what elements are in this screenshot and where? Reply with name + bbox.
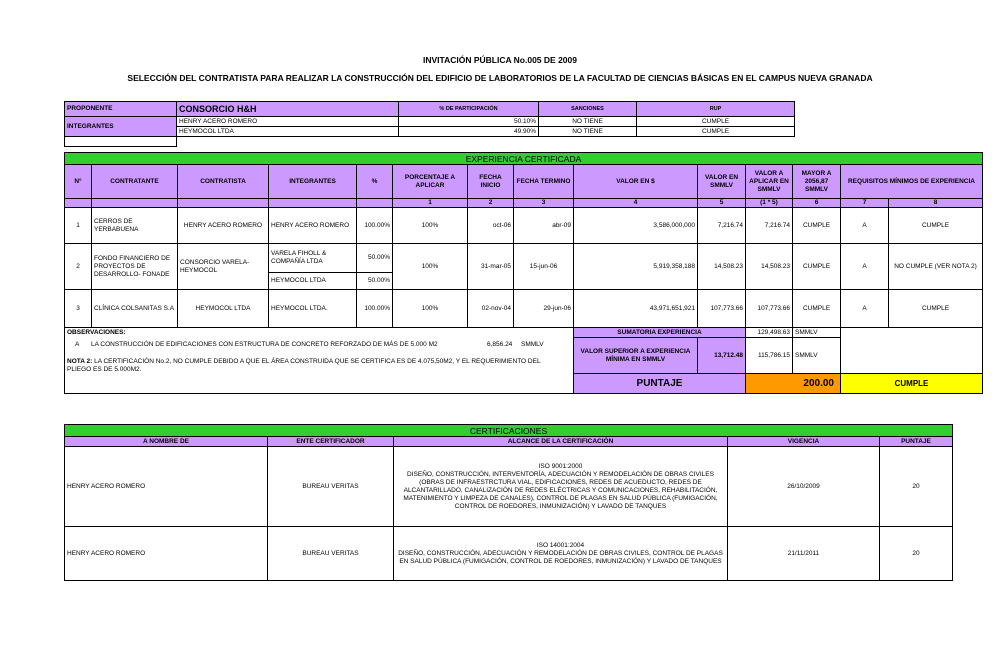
experience-section-title: EXPERIENCIA CERTIFICADA — [65, 153, 983, 165]
sum-value: 129,498.63 — [746, 328, 793, 338]
sanctions-header: SANCIONES — [539, 102, 637, 117]
cert-iso: ISO 9001:2000 — [538, 462, 583, 470]
note2-label: NOTA 2: — [67, 357, 93, 365]
table-row: HENRY ACERO ROMERO BUREAU VERITAS ISO 14001:2004 DISEÑO, CONSTRUCCIÓN, ADECUACIÓN Y REMODELACIÓN DE OBRAS CIVILES, CONTROL DE PLAGAS EN SALUD PÚBLICA (FUMIGACIÓN, CONTROL DE ROEDORES, INMUNIZACIÓN) Y LAVADO DE TANQUES 21/11/2011 20 — [65, 527, 953, 581]
proponent-table — [64, 101, 795, 147]
member-sanctions: NO TIENE — [539, 127, 637, 137]
rup-header: RUP — [637, 102, 795, 117]
col-ente: ENTE CERTIFICADOR — [268, 437, 394, 447]
table-row: HEYMOCOL LTDA 50.00% — [65, 273, 983, 290]
table-row: 2 FONDO FINANCIERO DE PROYECTOS DE DESARROLLO- FONADE CONSORCIO VARELA-HEYMOCOL VARELA FIHOLL & COMPAÑÍA LTDA 50.00% 100% 31-mar-05 15-jun-06 5,919,358,188 14,508.23 14,508.23 CUMPLE A NO CUMPLE (VER NOTA 2) — [65, 244, 983, 273]
obs-a-text: LA CONSTRUCCIÓN DE EDIFICACIONES CON ESTRUCTURA DE CONCRETO REFORZADO DE MÁS DE 5.000 M2 — [91, 340, 438, 348]
member-name: HENRY ACERO ROMERO — [177, 117, 399, 127]
proponent-label: PROPONENTE — [65, 102, 177, 117]
col-puntaje: PUNTAJE — [880, 437, 953, 447]
col-contratante: CONTRATANTE — [92, 165, 178, 199]
certifications-section-title: CERTIFICACIONES — [65, 425, 953, 437]
obs-a-unit: SMMLV — [521, 340, 544, 348]
col-alcance: ALCANCE DE LA CERTIFICACIÓN — [394, 437, 728, 447]
member-name: HEYMOCOL LTDA — [177, 127, 399, 137]
col-vigencia: VIGENCIA — [728, 437, 880, 447]
min-value-2: 115,786.15 — [746, 338, 793, 374]
subheader: 1 — [393, 199, 468, 208]
member-sanctions: NO TIENE — [539, 117, 637, 127]
col-inicio: FECHA INICIO — [468, 165, 514, 199]
sum-unit: SMMLV — [793, 328, 841, 338]
observations-body — [65, 338, 574, 374]
subheader: 5 — [698, 199, 746, 208]
subheader: 3 — [514, 199, 574, 208]
experience-table — [64, 152, 983, 394]
subheader: 6 — [793, 199, 841, 208]
score-status: CUMPLE — [841, 374, 983, 394]
score-value: 200.00 — [746, 374, 841, 394]
subheader: 7 — [841, 199, 889, 208]
min-unit: SMMLV — [793, 338, 841, 374]
table-row: 3 CLÍNICA COLSANITAS S.A HEYMOCOL LTDA HEYMOCOL LTDA. 100.00% 100% 02-nov-04 29-jun-06 43,971,651,921 107,773.66 107,773.66 CUMPLE A CUMPLE — [65, 290, 983, 328]
col-pct: % — [357, 165, 393, 199]
subheader: 2 — [468, 199, 514, 208]
subheader: 4 — [574, 199, 698, 208]
observations-label: OBSERVACIONES: — [65, 328, 574, 338]
min-label: VALOR SUPERIOR A EXPERIENCIA MÍNIMA EN SMMLV — [574, 338, 698, 374]
col-contratista: CONTRATISTA — [178, 165, 269, 199]
min-value: 13,712.48 — [698, 338, 746, 374]
certifications-table — [64, 424, 953, 581]
sum-label: SUMATORIA EXPERIENCIA — [574, 328, 746, 338]
col-integrantes: INTEGRANTES — [269, 165, 357, 199]
cert-scope: DISEÑO, CONSTRUCCIÓN, ADECUACIÓN Y REMODELACIÓN DE OBRAS CIVILES, CONTROL DE PLAGAS EN SALUD PÚBLICA (FUMIGACIÓN, CONTROL DE ROEDORES, INMUNIZACIÓN) Y LAVADO DE TANQUES — [398, 549, 723, 565]
note2-text: LA CERTIFICACIÓN No.2, NO CUMPLE DEBIDO A QUE EL ÁREA CONSTRUIDA QUE SE CERTIFICA ES DE 4.075,50M2, Y EL REQUERIMIENTO DEL PLIEGO ES DE 5.000M2. — [67, 357, 541, 373]
members-label: INTEGRANTES — [65, 117, 177, 137]
col-smmlv: VALOR EN SMMLV — [698, 165, 746, 199]
cert-iso: ISO 14001:2004 — [536, 541, 585, 549]
cert-scope: DISEÑO, CONSTRUCCIÓN, INTERVENTORÍA, ADECUACIÓN Y REMODELACIÓN DE OBRAS CIVILES (OBRAS DE INFRAESTRCTURA VIAL, EDIFICACIONES, REDES DE ACUEDUCTO, REDES DE ALCANTARILLADO, CANALIZACIÓN DE REDES ELÉCTRICAS Y COMUNICACIONES, REHABILITACIÓN, MATENIMIENTO Y LIMPEZA DE CANALES), CONTROL DE PLAGAS EN SALUD PÚBLICA (FUMIGACIÓN, CONTROL DE ROEDORES, INMUNIZACIÓN) Y LAVADO DE TANQUES — [403, 470, 718, 510]
subheader: 8 — [889, 199, 983, 208]
member-participation: 50.10% — [399, 117, 539, 127]
col-mayor: MAYOR A 2056,87 SMMLV — [793, 165, 841, 199]
col-termino: FECHA TERMINO — [514, 165, 574, 199]
col-porcentaje: PORCENTAJE A APLICAR — [393, 165, 468, 199]
proponent-name: CONSORCIO H&H — [177, 102, 399, 117]
col-no: N° — [65, 165, 92, 199]
subheader: (1 * 5) — [746, 199, 793, 208]
spacer-cell — [65, 137, 177, 147]
col-valor: VALOR EN $ — [574, 165, 698, 199]
table-row: HENRY ACERO ROMERO BUREAU VERITAS ISO 9001:2000 DISEÑO, CONSTRUCCIÓN, INTERVENTORÍA, ADECUACIÓN Y REMODELACIÓN DE OBRAS CIVILES (OBRAS DE INFRAESTRCTURA VIAL, EDIFICACIONES, REDES DE ACUEDUCTO, REDES DE ALCANTARILLADO, CANALIZACIÓN DE REDES ELÉCTRICAS Y COMUNICACIONES, REHABILITACIÓN, MATENIMIENTO Y LIMPEZA DE CANALES), CONTROL DE PLAGAS EN SALUD PÚBLICA (FUMIGACIÓN, CONTROL DE ROEDORES, INMUNIZACIÓN) Y LAVADO DE TANQUES 26/10/2009 20 — [65, 447, 953, 527]
participation-header: % DE PARTICIPACIÓN — [399, 102, 539, 117]
obs-a-letter: A — [75, 340, 80, 348]
table-row: 1 CERROS DE YERBABUENA HENRY ACERO ROMERO HENRY ACERO ROMERO 100.00% 100% oct-06 abr-09 3,586,000,000 7,216.74 7,216.74 CUMPLE A CUMPLE — [65, 208, 983, 244]
member-rup: CUMPLE — [637, 127, 795, 137]
score-label: PUNTAJE — [574, 374, 746, 394]
member-participation: 49.90% — [399, 127, 539, 137]
col-requisitos: REQUISITOS MÍNIMOS DE EXPERIENCIA — [841, 165, 983, 199]
member-rup: CUMPLE — [637, 117, 795, 127]
obs-a-value: 6,856.24 — [487, 340, 513, 348]
col-aplicar: VALOR A APLICAR EN SMMLV — [746, 165, 793, 199]
document-title: INVITACIÓN PÚBLICA No.005 DE 2009 — [423, 55, 577, 65]
col-nombre: A NOMBRE DE — [65, 437, 268, 447]
document-subtitle: SELECCIÓN DEL CONTRATISTA PARA REALIZAR LA CONSTRUCCIÓN DEL EDIFICIO DE LABORATORIOS DE LA FACULTAD DE CIENCIAS BÁSICAS EN EL CAMPUS NUEVA GRANADA — [127, 73, 873, 83]
